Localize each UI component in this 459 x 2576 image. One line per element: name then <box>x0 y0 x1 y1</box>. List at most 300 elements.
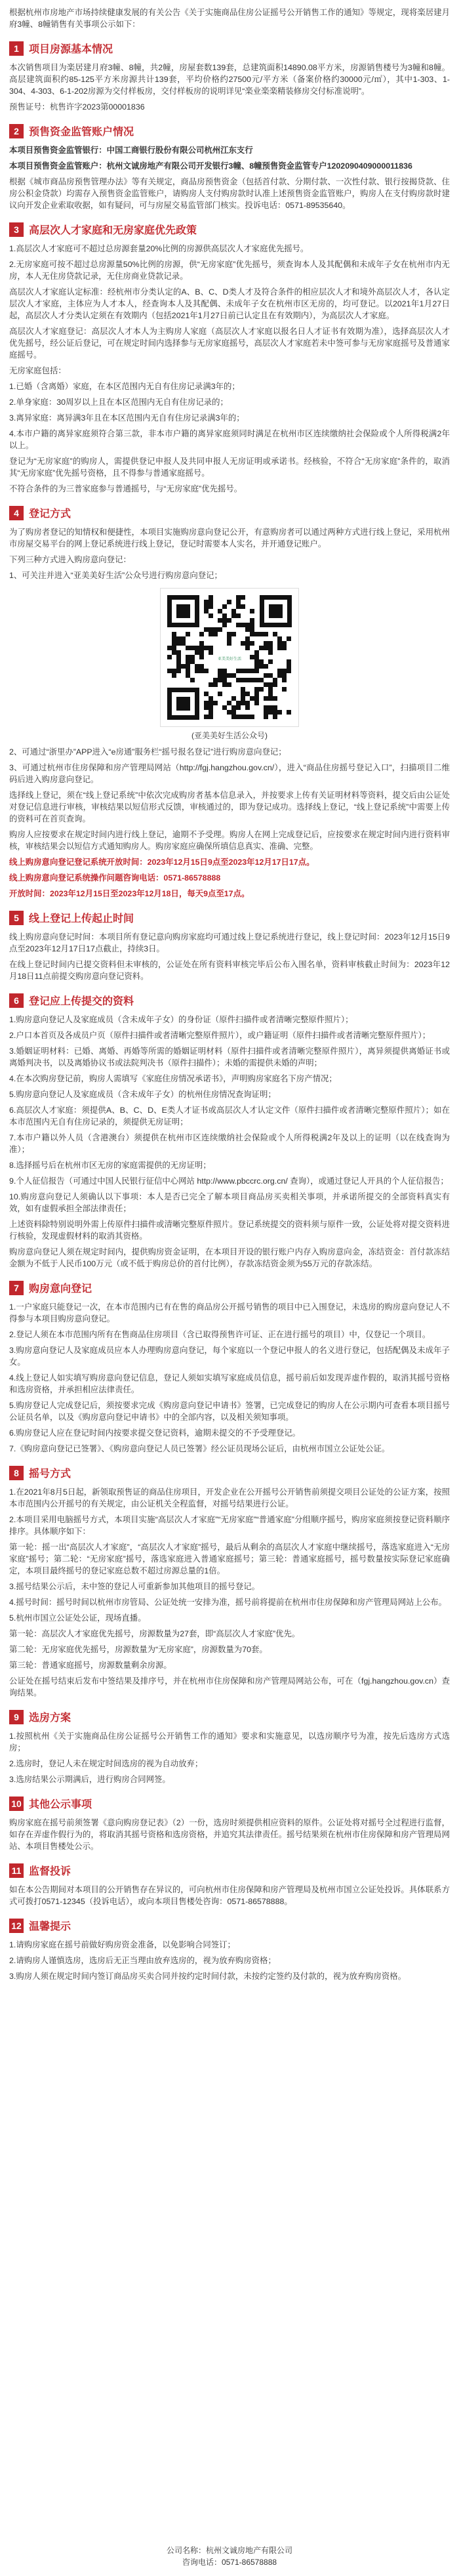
qr-module <box>268 646 273 650</box>
section-number: 8 <box>9 1466 24 1480</box>
qr-module <box>241 641 245 646</box>
qr-module <box>167 655 172 659</box>
qr-module <box>204 692 209 696</box>
paragraph: 第三轮：普通家庭摇号，房源数量剩余房源。 <box>9 1661 172 1670</box>
paragraph: 10.购房意向登记人须确认以下事项：本人是否已完全了解本项目商品房买卖相关事项，并承诺所提交的全部资料真实有效，如有虚假承担全部法律责任； <box>9 1192 450 1213</box>
qr-module <box>209 646 213 650</box>
qr-module <box>250 618 254 623</box>
qr-module <box>259 659 264 664</box>
qr-code-image[interactable] <box>160 588 299 727</box>
paragraph: 选择线上登记，须在“线上登记系统”中依次完成购房者基本信息录入，并按要求上传有关证明材料等资料，提交后由公证处对登记信息进行审核，审核结果以短信形式反馈，审核通过的，即为登记成功。选择线上登记，“线上登记系统”中需要上传的资料可在首页查询。 <box>9 791 450 823</box>
qr-module <box>227 632 231 636</box>
paragraph: 2.户口本首页及各成员户页（原件扫描件或者清晰完整原件照片），或户籍证明（原件扫描件或者清晰完整原件照片）； <box>9 1031 431 1040</box>
qr-module <box>250 715 254 719</box>
qr-module <box>227 618 231 623</box>
qr-module <box>287 664 291 669</box>
section-heading-10 <box>9 1796 450 1811</box>
qr-module <box>254 687 259 692</box>
qr-module <box>268 710 273 715</box>
qr-module <box>218 609 222 613</box>
qr-module <box>282 646 287 650</box>
qr-logo-text: 亚美美好生活 <box>217 657 242 661</box>
qr-module <box>282 669 287 673</box>
section-heading-2 <box>9 123 450 138</box>
paragraph: 5.杭州市国立公证处公证，现场直播。 <box>9 1613 146 1623</box>
qr-module <box>287 710 291 715</box>
qr-module <box>195 664 199 669</box>
qr-module <box>209 604 213 609</box>
paragraph: 购房人应按要求在规定时间内进行线上登记，逾期不予受理。购房人在网上完成登记后，应按要求在规定时间内进行资料审核，审核结果会以短信方式通知购房人。购房家庭应确保所填信息真实、准确、完整。 <box>9 830 450 851</box>
qr-module <box>236 600 241 604</box>
paragraph: 5.购房意向登记人及家庭成员（含未成年子女）的杭州住房情况查询证明； <box>9 1090 276 1099</box>
qr-module <box>209 696 213 701</box>
qr-module <box>236 595 241 600</box>
section-heading-3 <box>9 222 450 237</box>
qr-module <box>190 659 195 664</box>
qr-module <box>264 641 268 646</box>
section-heading-6 <box>9 993 450 1008</box>
qr-module <box>282 641 287 646</box>
paragraph: 2.本项目采用电脑摇号方式，本项目实施“高层次人才家庭”“无房家庭”“普通家庭”分组顺序摇号，购房家庭须按登记资料顺序排序。具体顺序如下： <box>9 1515 450 1536</box>
paragraph: 如在本公告期间对本项目的公开销售存在异议的，可向杭州市住房保障和房产管理局及杭州市国立公证处投诉。具体联系方式可拨打0571-12345（投诉电话），或向本项目售楼处咨询：0571-86578888。 <box>9 1885 450 1906</box>
paragraph: 1.一户家庭只能登记一次，在本市范围内已有在售的商品房公开摇号销售的项目中已入围登记，未选房的购房意向登记人不得参与本项目购房意向登记。 <box>9 1302 450 1323</box>
paragraph: 4.本市户籍的离异家庭须符合第三款，非本市户籍的离异家庭须同时满足在杭州市区连续缴纳社会保险或个人所得税满2年以上。 <box>9 429 450 450</box>
qr-module <box>254 664 259 669</box>
section-heading-7 <box>9 1280 450 1295</box>
section-title: 预售资金监管账户情况 <box>29 127 134 138</box>
paragraph: 1.请购房家庭在摇号前做好购房资金准备，以免影响合同签订； <box>9 1940 235 1949</box>
qr-module <box>236 715 241 719</box>
qr-module <box>213 701 218 705</box>
paragraph: 2.无房家庭可按不超过总房源量50%比例的房源，供“无房家庭”优先摇号，须查询本人及其配偶和未成年子女在杭州市内无房，本人无住房贷款记录，无住房商业贷款记录。 <box>9 260 450 281</box>
qr-module <box>264 646 268 650</box>
qr-module <box>231 632 236 636</box>
qr-module <box>190 678 195 682</box>
qr-module <box>204 604 209 609</box>
qr-module <box>241 715 245 719</box>
qr-module <box>209 632 213 636</box>
qr-module <box>218 618 222 623</box>
paragraph: 线上购房意向登记系统操作问题咨询电话：0571-86578888 <box>9 873 221 883</box>
qr-module <box>199 669 204 673</box>
paragraph: 1.在2021年8月5日起，新领取预售证的商品住房项目，开发企业在公开摇号公开销售前须提交项目公证处的公证方案，按照本市范围内公开摇号的有关规定，由公证机关全程监督，对摇号结果进行公证。 <box>9 1487 450 1508</box>
qr-module <box>241 669 245 673</box>
qr-module <box>199 655 204 659</box>
section-title: 登记方式 <box>29 509 71 520</box>
qr-module <box>273 696 277 701</box>
qr-module <box>245 715 250 719</box>
paragraph: 3.婚姻证明材料：已婚、离婚、再婚等所需的婚姻证明材料（原件扫描件或者清晰完整原件照片），离异须提供离婚证书或离婚判决书，以及离婚协议书或法院判决书（原件扫描件）；未婚的需提供未婚的声明； <box>9 1047 450 1068</box>
paragraph: 2.选房时，登记人未在规定时间选房的视为自动放弃； <box>9 1759 203 1768</box>
paragraph: 4.线上登记人如实填写购房意向登记信息，登记人须如实填写家庭成员信息，摇号前后如发现弄虚作假的，取消其摇号资格和选房资格，并承担相应法律责任。 <box>9 1373 450 1394</box>
qr-module <box>176 650 181 655</box>
qr-module <box>213 678 218 682</box>
section-title: 选房方案 <box>29 1713 71 1724</box>
qr-module <box>204 609 209 613</box>
paragraph: 根据《城市商品房预售管理办法》等有关规定，商品房预售资金（包括首付款、分期付款、一次性付款、银行按揭贷款、住房公积金贷款）均需存入预售资金监管账户，请购房人支付购房款时认准上述预售资金监管账户，购房人在支付购房款时建议向开发企业索取收据，如有疑问，可与房屋交易监管部门核实。投诉电话：0571-89535640。 <box>9 177 450 210</box>
qr-module <box>254 650 259 655</box>
qr-module <box>195 669 199 673</box>
paragraph: 7.本市户籍以外人员（含港澳台）须提供在杭州市区连续缴纳社会保险或个人所得税满2年及以上的证明（以在线查询为准）； <box>9 1133 450 1154</box>
paragraph: 3、可通过杭州市住房保障和房产管理局网站（http://fgj.hangzhou.gov.cn/），进入“商品住房摇号登记入口”，扫描项目二维码后进入购房意向登记。 <box>9 763 450 784</box>
footer-phone: 咨询电话：0571-86578888 <box>182 2558 277 2567</box>
paragraph: 预售证号：杭售许字2023第00001836 <box>9 102 145 112</box>
paragraph: 第一轮：高层次人才家庭优先摇号，房源数量为27套，即“高层次人才家庭”优先。 <box>9 1629 300 1638</box>
qr-module <box>277 646 282 650</box>
paragraph: 高层次人才家庭登记：高层次人才本人为主购房人家庭（高层次人才家庭以报名日人才证书有效期为准），选择高层次人才优先摇号，经公证后登记，可在规定时间内选择参与无房家庭摇号，高层次人才家庭若未中签可参与无房家庭摇号及普通家庭摇号。 <box>9 327 450 360</box>
paragraph: 无房家庭包括： <box>9 366 66 375</box>
qr-module <box>264 696 268 701</box>
qr-module <box>172 673 176 678</box>
qr-module <box>254 678 259 682</box>
qr-module <box>259 664 264 669</box>
qr-module <box>199 664 204 669</box>
qr-module <box>287 659 291 664</box>
qr-module <box>241 687 245 692</box>
qr-module <box>250 669 254 673</box>
qr-module <box>241 595 245 600</box>
qr-module <box>259 687 264 692</box>
paragraph: 1.已婚（含离婚）家庭，在本区范围内无自有住房记录满3年的； <box>9 382 240 391</box>
section-heading-11 <box>9 1863 450 1878</box>
qr-module <box>231 710 236 715</box>
section-number: 6 <box>9 993 24 1008</box>
section-heading-12 <box>9 1918 450 1933</box>
qr-module <box>181 664 186 669</box>
qr-module <box>254 632 259 636</box>
qr-module <box>227 710 231 715</box>
section-title: 项目房源基本情况 <box>29 44 113 55</box>
qr-module <box>176 641 181 646</box>
qr-module <box>209 650 213 655</box>
paragraph: 第一轮：摇一出“高层次人才家庭”，“高层次人才家庭”摇号，最后从剩余的高层次人才家庭中继续摇号，落选家庭进入“无房家庭”摇号；第二轮：“无房家庭”摇号，落选家庭进入普通家庭摇号；第三轮：普通家庭摇号，摇号数量按实际登记家庭确定，本项目最终摇号的登记家庭总数不超过房源总量的1倍。 <box>9 1543 450 1575</box>
qr-module <box>268 687 273 692</box>
qr-module <box>245 641 250 646</box>
qr-module <box>218 627 222 632</box>
qr-module <box>209 600 213 604</box>
paragraph: 下列三种方式进入购房意向登记： <box>9 555 131 564</box>
qr-module <box>254 692 259 696</box>
qr-module <box>250 678 254 682</box>
qr-module <box>250 655 254 659</box>
qr-module <box>241 604 245 609</box>
qr-module <box>268 650 273 655</box>
qr-module <box>282 678 287 682</box>
qr-module <box>195 646 199 650</box>
section-heading-1 <box>9 41 450 56</box>
paragraph: 开放时间：2023年12月15日至2023年12月18日，每天9点至17点。 <box>9 889 250 898</box>
qr-module <box>227 600 231 604</box>
section-number: 12 <box>9 1919 24 1933</box>
qr-module <box>218 669 222 673</box>
qr-module <box>236 604 241 609</box>
qr-module <box>245 678 250 682</box>
qr-module <box>236 678 241 682</box>
paragraph: 在线上登记时间内已提交资料但未审核的，公证处在所有资料审核完毕后公布入围名单，资料审核截止时间为：2023年12月18日11点前提交购房意向登记资料。 <box>9 960 450 981</box>
paragraph: 4.在本次购房登记前，购房人需填写《家庭住房情况承诺书》，声明购房家庭名下房产情况； <box>9 1074 337 1083</box>
qr-module <box>268 705 273 710</box>
paragraph: 2.登记人须在本市范围内所有在售商品住房项目（含已取得预售许可证、正在进行摇号的项目）中，仅登记一个项目。 <box>9 1330 431 1339</box>
paragraph: 9.个人征信报告（可通过中国人民银行征信中心网站 http://www.pbccrc.org.cn/ 查询），或通过登记人开具的个人征信报告； <box>9 1176 449 1186</box>
section-number: 1 <box>9 41 24 56</box>
qr-module <box>209 627 213 632</box>
qr-module <box>273 705 277 710</box>
qr-module <box>245 627 250 632</box>
paragraph: 线上购房意向登记登记系统开放时间：2023年12月15日9点至2023年12月17日17点。 <box>9 858 315 867</box>
paragraph: 2.请购房人谨慎选房，选房后无正当理由放弃选房的，视为放弃购房资格； <box>9 1956 276 1965</box>
qr-module <box>227 682 231 687</box>
qr-module <box>195 650 199 655</box>
section-number: 11 <box>9 1863 24 1878</box>
qr-module <box>227 701 231 705</box>
qr-module <box>231 609 236 613</box>
section-heading-5 <box>9 910 450 925</box>
qr-module <box>264 632 268 636</box>
qr-module <box>186 632 190 636</box>
qr-module <box>250 632 254 636</box>
section-number: 10 <box>9 1797 24 1811</box>
section-title: 摇号方式 <box>29 1468 71 1480</box>
qr-module <box>204 669 209 673</box>
paragraph: 为了购房者登记的知情权和便捷性，本项目实施购房意向登记公开，有意购房者可以通过两种方式进行线上登记，采用杭州市房屋交易平台的网上登记系统进行线上登记，登记时需要本人实名，并开通登记账户。 <box>9 528 450 549</box>
qr-module <box>204 701 209 705</box>
qr-module <box>254 696 259 701</box>
qr-module <box>236 701 241 705</box>
qr-module <box>167 646 172 650</box>
qr-module <box>204 627 209 632</box>
paragraph: 1.高层次人才家庭可不超过总房源套量20%比例的房源供高层次人才家庭优先摇号。 <box>9 244 309 253</box>
qr-module <box>167 669 172 673</box>
qr-module <box>250 627 254 632</box>
qr-module <box>199 646 204 650</box>
section-heading-4 <box>9 505 450 520</box>
paragraph: 6.购房登记人应在登记时间内按要求提交登记资料，逾期未提交的不予受理登记。 <box>9 1428 301 1438</box>
qr-module <box>277 710 282 715</box>
qr-module <box>176 664 181 669</box>
qr-module <box>186 655 190 659</box>
qr-module <box>222 618 227 623</box>
qr-module <box>273 678 277 682</box>
qr-module <box>273 710 277 715</box>
qr-module <box>245 646 250 650</box>
qr-module <box>222 673 227 678</box>
qr-module <box>241 678 245 682</box>
footer <box>0 2545 459 2568</box>
qr-caption: (亚美美好生活公众号) <box>191 731 268 740</box>
qr-module <box>241 692 245 696</box>
qr-module <box>236 705 241 710</box>
qr-module <box>264 715 268 719</box>
paragraph: 线上购房意向登记时间：本项目所有登记意向购房家庭均可通过线上登记系统进行登记，线上登记时间：2023年12月15日9点至2023年12月17日17点截止，持续3日。 <box>9 932 450 953</box>
qr-module <box>172 641 176 646</box>
paragraph: 3.购房意向登记人及家庭成员应本人办理购房意向登记，每个家庭以一个登记申报人的名义进行登记，包括配偶及未成年子女。 <box>9 1346 450 1367</box>
intro-text: 根据杭州市房地产市场持续健康发展的有关公告《关于实施商品住房公证摇号公开销售工作的通知》等规定，现将楽居建月府3幢、8幢销售有关事项公示如下： <box>9 8 450 29</box>
qr-module <box>273 715 277 719</box>
qr-module <box>282 687 287 692</box>
qr-module <box>264 673 268 678</box>
paragraph: 2.单身家庭：30周岁以上且在本区范围内无自有住房记录的； <box>9 398 228 407</box>
paragraph: 高层次人才家庭认定标准：经杭州市分类认定的A、B、C、D类人才及符合条件的相应层次人才和境外高层次人才，各认定层次人才家庭，主体应为人才本人，经查询本人及其配偶、未成年子女在杭州市区无房的，均可登记。以2021年1月27日起，高层次人才分类认定须在有效期内（包括2021年1月27日前已认定且在有效期内），为高层次人才家庭。 <box>9 287 450 320</box>
paragraph: 第二轮：无房家庭优先摇号，房源数量为“无房家庭”，房源数量为70套。 <box>9 1645 268 1654</box>
qr-module <box>282 673 287 678</box>
paragraph: 1.购房意向登记人及家庭成员（含未成年子女）的身份证（原件扫描件或者清晰完整原件照片）； <box>9 1015 353 1024</box>
section-heading-8 <box>9 1465 450 1480</box>
qr-module <box>264 664 268 669</box>
paragraph: 2、可通过“浙里办”APP进入“e房通”服务栏“摇号报名登记”进行购房意向登记； <box>9 747 287 757</box>
section-title: 购房意向登记 <box>29 1283 92 1295</box>
qr-module <box>186 669 190 673</box>
qr-module <box>172 650 176 655</box>
section-number: 7 <box>9 1281 24 1295</box>
qr-module <box>231 613 236 618</box>
qr-module <box>268 673 273 678</box>
qr-module <box>277 669 282 673</box>
qr-module <box>172 669 176 673</box>
paragraph: 3.离异家庭：离异满3年且在本区范围内无自有住房记录满3年的； <box>9 413 245 423</box>
qr-module <box>218 678 222 682</box>
qr-module <box>259 632 264 636</box>
section-number: 5 <box>9 911 24 925</box>
qr-module <box>176 669 181 673</box>
qr-module <box>186 664 190 669</box>
qr-module <box>199 632 204 636</box>
qr-module <box>231 715 236 719</box>
qr-module <box>264 705 268 710</box>
qr-module <box>287 636 291 641</box>
qr-module <box>245 623 250 627</box>
qr-module <box>268 682 273 687</box>
qr-module <box>236 613 241 618</box>
qr-module <box>209 715 213 719</box>
qr-module <box>277 636 282 641</box>
paragraph: 本次销售项目为楽居建月府3幢、8幢，共2幢，房屋套数139套，总建筑面积14890.08平方米，房源销售楼号为3幢和8幢。高层建筑面积约85-125平方米房源共计139套，平均价格约27500元/平方米（备案价格约30000元/㎡），其中1-303、1-304、4-303、6-1-202房源为交付样板房，交付样板房的说明详见“楽业楽楽精装修房交付标准说明”。 <box>9 63 450 96</box>
qr-module <box>273 682 277 687</box>
qr-module <box>245 669 250 673</box>
qr-module <box>245 692 250 696</box>
qr-module <box>222 705 227 710</box>
qr-module <box>273 632 277 636</box>
qr-module <box>277 673 282 678</box>
qr-module <box>222 678 227 682</box>
qr-module <box>213 632 218 636</box>
qr-module <box>222 682 227 687</box>
qr-module <box>264 710 268 715</box>
section-title: 监督投诉 <box>29 1866 71 1877</box>
qr-module <box>209 710 213 715</box>
paragraph: 3.购房人须在规定时间内签订商品房买卖合同并按约定时间付款，未按约定签约及付款的，视为放弃购房资格。 <box>9 1972 407 1981</box>
paragraph: 5.购房登记人完成登记后，须按要求完成《购房意向登记申请书》签署，已完成登记的购房人在公示期内可查看本项目摇号公证员名单，以及《购房意向登记申请书》中的全部内容，以及相关须知事项。 <box>9 1401 450 1422</box>
qr-module <box>222 669 227 673</box>
qr-module <box>213 682 218 687</box>
qr-module <box>245 705 250 710</box>
qr-module <box>181 636 186 641</box>
paragraph: 8.选择摇号后在杭州市区无房的家庭需提供的无房证明； <box>9 1161 211 1170</box>
qr-module <box>254 655 259 659</box>
qr-module <box>227 636 231 641</box>
qr-module <box>218 692 222 696</box>
qr-module <box>172 636 176 641</box>
qr-module <box>227 673 231 678</box>
section-number: 2 <box>9 124 24 138</box>
qr-module <box>172 646 176 650</box>
section-title: 登记应上传提交的资料 <box>29 996 134 1007</box>
paragraph: 4.摇号时间：摇号时间以杭州市房管局、公证处统一安排为准，摇号前将提前在杭州市住房保障和房产管理局网站上公布。 <box>9 1598 447 1607</box>
qr-module <box>209 613 213 618</box>
qr-module <box>231 705 236 710</box>
section-title: 温馨提示 <box>29 1921 71 1932</box>
qr-module <box>209 705 213 710</box>
qr-module <box>213 627 218 632</box>
qr-module <box>209 595 213 600</box>
paragraph: 不符合条件的为三普家庭参与普通摇号，与“无房家庭”优先摇号。 <box>9 484 243 493</box>
qr-module <box>250 609 254 613</box>
section-title: 线上登记上传起止时间 <box>29 913 134 924</box>
qr-module <box>204 705 209 710</box>
qr-module <box>176 636 181 641</box>
qr-module <box>222 604 227 609</box>
qr-module <box>241 696 245 701</box>
qr-module <box>268 696 273 701</box>
qr-code-block <box>157 588 302 741</box>
paragraph: 公证处在摇号结束后发布中签结果及排序号，并在杭州市住房保障和房产管理局网站公布，可在（fgj.hangzhou.gov.cn）查询结果。 <box>9 1676 450 1697</box>
qr-module <box>199 641 204 646</box>
qr-module <box>254 669 259 673</box>
paragraph: 登记为“无房家庭”的购房人，需提供登记申报人及共同申报人无房证明或承诺书。经核验，不符合“无房家庭”条件的，取消其“无房家庭”优先摇号资格，且不得参与普通家庭摇号。 <box>9 457 450 478</box>
section-number: 4 <box>9 506 24 520</box>
qr-module <box>190 655 195 659</box>
paragraph: 1、可关注并进入“亚美美好生活”公众号进行购房意向登记； <box>9 571 222 580</box>
paragraph: 3.摇号结果公示后，未中签的登记人可重新参加其他项目的摇号登记。 <box>9 1582 260 1591</box>
qr-module <box>204 715 209 719</box>
section-heading-9 <box>9 1709 450 1724</box>
qr-module <box>209 682 213 687</box>
qr-module <box>287 669 291 673</box>
qr-module <box>245 701 250 705</box>
qr-module <box>176 659 181 664</box>
paragraph: 3.选房结果公示期满后，进行购房合同网签。 <box>9 1775 170 1784</box>
paragraph: 本项目预售资金监管账户：杭州文诚房地产有限公司开发银行3幢、8幢预售资金监管专户1202090409000011836 <box>9 161 412 171</box>
section-title: 其他公示事项 <box>29 1799 92 1810</box>
qr-module <box>268 692 273 696</box>
qr-module <box>236 623 241 627</box>
qr-module <box>241 701 245 705</box>
qr-module <box>209 701 213 705</box>
paragraph: 购房意向登记人须在规定时间内，提供购房资金证明，在本项目开设的银行账户内存入购房意向金，冻结资金：首付款冻结金额为不低于人民币100万元（或不低于购房总价的首付比例），存款冻结资金须为55万元的存款冻结。 <box>9 1247 450 1268</box>
paragraph: 7.《购房意向登记已签署》、《购房意向登记人员已签署》经公证员现场公证后，由杭州市国立公证处公证。 <box>9 1444 390 1453</box>
qr-module <box>222 623 227 627</box>
qr-module <box>190 646 195 650</box>
qr-module <box>254 659 259 664</box>
footer-company: 公司名称：杭州文诚房地产有限公司 <box>166 2546 292 2555</box>
qr-module <box>186 673 190 678</box>
paragraph: 购房家庭在摇号前须签署《意向购房登记表》（2）一份，选房时须提供相应资料的原件。公证处将对摇号全过程进行监督，如存在弄虚作假行为的，将取消其摇号资格和选房资格，并追究其法律责任。摇号结果须在杭州市住房保障和房产管理局网站、本项目售楼处公示。 <box>9 1818 450 1851</box>
paragraph: 6.高层次人才家庭：须提供A、B、C、D、E类人才证书或高层次人才认定文件（原件扫描件或者清晰完整原件照片）；如在本市范围内无自有住房记录的，须提供无房证明； <box>9 1106 450 1127</box>
qr-module <box>250 696 254 701</box>
qr-module <box>231 673 236 678</box>
qr-module <box>236 669 241 673</box>
qr-module <box>264 682 268 687</box>
qr-module <box>172 632 176 636</box>
section-number: 9 <box>9 1710 24 1724</box>
qr-module <box>231 696 236 701</box>
qr-module <box>259 646 264 650</box>
qr-module <box>218 673 222 678</box>
qr-module <box>181 641 186 646</box>
qr-module <box>254 701 259 705</box>
qr-module <box>199 650 204 655</box>
qr-module <box>186 646 190 650</box>
qr-module <box>268 659 273 664</box>
